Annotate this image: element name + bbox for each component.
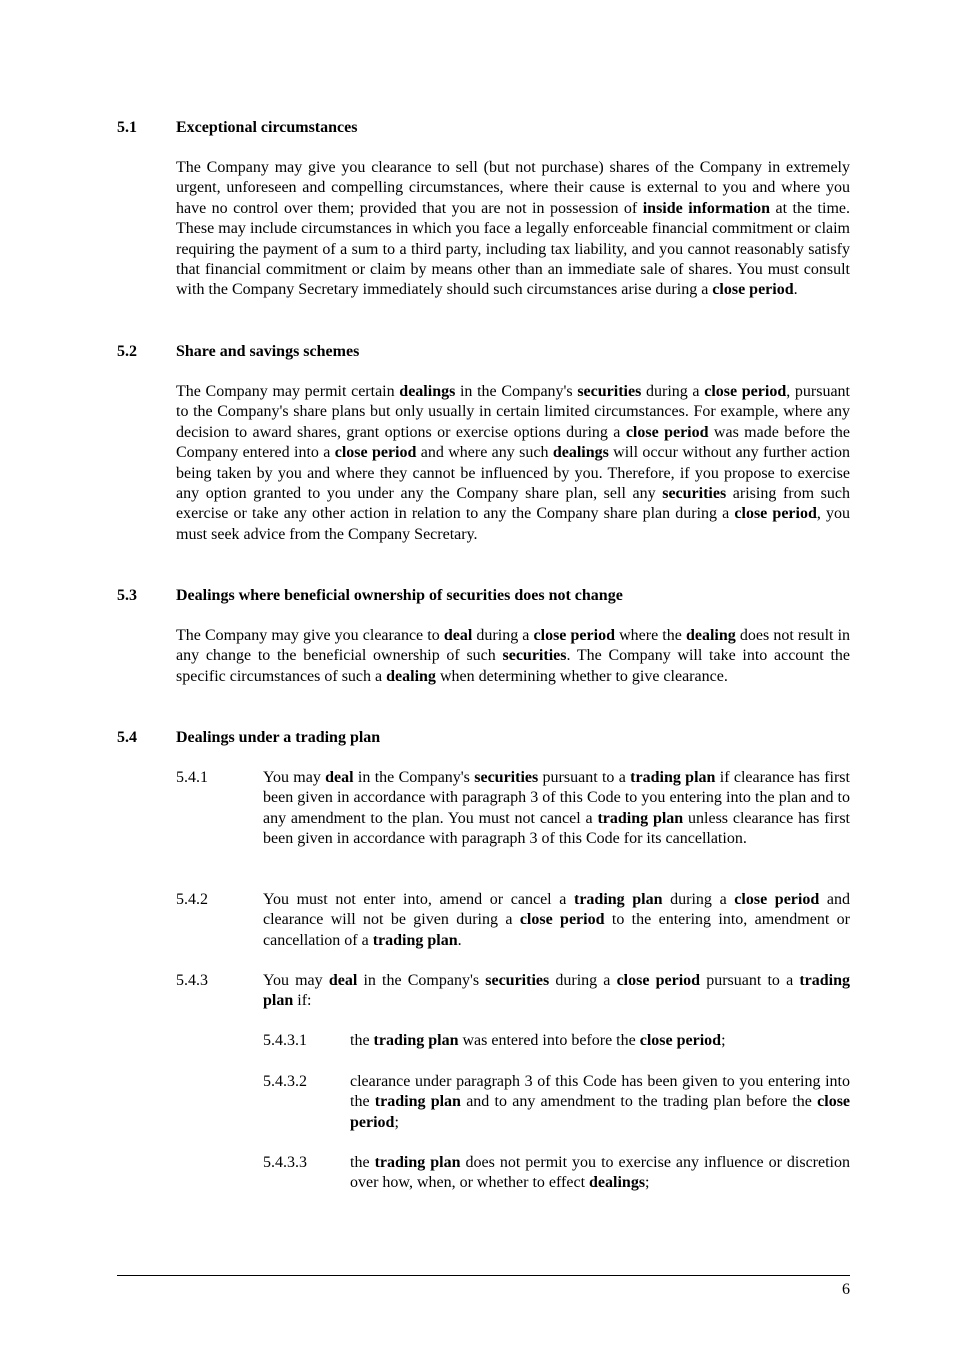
text-run: when determining whether to give clearance. [435,667,728,685]
text-run: You must not enter into, amend or cancel a [263,891,574,908]
defined-term: close period [625,423,709,441]
defined-term: close period [533,627,615,644]
section-heading [117,586,623,606]
text-run: The Company may permit certain [176,383,400,400]
text-run: . [457,931,462,949]
subsection [176,768,850,850]
section-heading [117,728,380,748]
text-run: You may [263,972,329,989]
text-run: ; [721,1032,726,1049]
sub-subsection-number: 5.4.3.2 [263,1073,307,1090]
defined-term: securities [502,647,567,665]
text-run: if clearance has first been given in accordance with paragraph 3 of this Code to you entering into the plan and to any amendment to the plan. You must not cancel a [263,769,850,827]
text-run: and clearance will not be given during a [263,891,850,929]
text-run: in the Company's [353,769,475,786]
defined-term: deal [325,769,354,786]
defined-term: trading plan [372,931,458,949]
text-run: in the Company's [455,383,578,400]
text-run: during a [549,972,617,989]
text-run: to the entering into, amendment or cancellation of a [263,911,850,949]
text-run: and to any amendment to the trading plan before the [460,1093,818,1111]
sub-subsection-body [350,1153,850,1194]
text-run: where the [614,627,686,644]
subsection-body [263,890,850,951]
text-run: the [350,1154,375,1171]
section-title: Dealings where beneficial ownership of securities does not change [176,587,623,604]
text-run: was made before the Company entered into a [176,423,851,462]
text-run: the [350,1032,374,1049]
section-heading [117,118,357,138]
defined-term: dealings [589,1174,646,1192]
subsection [176,890,850,951]
defined-term: securities [662,485,727,503]
text-run: and where any such [416,444,553,462]
subsection-number: 5.4.3 [176,972,208,989]
defined-term: close period [616,972,701,989]
sub-subsection [263,1153,850,1194]
text-run: ; [394,1113,399,1131]
text-run: during a [641,383,705,400]
paragraph [176,382,850,545]
section-heading [117,342,359,362]
section-title: Exceptional circumstances [176,119,358,136]
section-body [176,158,850,301]
defined-term: securities [577,383,642,400]
defined-term: trading plan [630,769,716,786]
defined-term: close period [350,1093,851,1131]
text-run: The Company may give you clearance to [176,627,444,644]
defined-term: deal [328,972,358,989]
text-run: during a [472,627,534,644]
defined-term: close period [519,911,605,929]
section-number: 5.1 [117,119,137,136]
section-title: Dealings under a trading plan [176,729,381,746]
text-run: does not permit you to exercise any influence or discretion over how, when, or whether to effect [350,1154,850,1192]
text-run: unless clearance has first been given in accordance with paragraph 3 of this Code for its cancellation. [263,809,851,848]
paragraph [176,158,850,301]
text-run: at the time. These may include circumstances in which you face a legally enforceable financial commitment or claim requiring the payment of a sum to a third party, including tax liability, and you cannot reasonably satisfy that financial commitment or claim by means other than an immediate sale of shares. You must consult with the Company Secretary immediately should such circumstances arise during a [176,199,850,299]
text-run: if: [293,992,312,1010]
section-body [176,382,850,545]
defined-term: close period [639,1032,722,1049]
sub-subsection-number: 5.4.3.1 [263,1032,307,1049]
section-number: 5.4 [117,729,137,746]
sub-subsection [263,1072,850,1133]
text-run: will occur without any further action being taken by you and where they cannot be influenced by you. Therefore, if you propose to exercise any option granted to you under any the Company share plan, sell any [176,444,850,503]
text-run: was entered into before the [458,1032,640,1049]
subsection-body [263,971,850,1012]
defined-term: inside information [642,199,771,217]
page-number: 6 [842,1281,850,1298]
subsection [176,971,850,1012]
defined-term: dealings [399,383,456,400]
section-number: 5.2 [117,343,137,360]
defined-term: close period [334,444,417,462]
defined-term: close period [704,383,787,400]
section-number: 5.3 [117,587,137,604]
defined-term: deal [443,627,473,644]
footer-divider [117,1275,850,1276]
text-run: during a [662,891,735,908]
defined-term: dealing [685,627,736,644]
text-run: ; [645,1174,650,1192]
text-run: , you must seek advice from the Company Secretary. [176,505,851,543]
defined-term: close period [734,891,820,908]
defined-term: close period [712,281,794,299]
text-run: You may [263,769,326,786]
text-run: does not result in any change to the beneficial ownership of such [176,627,851,665]
defined-term: trading plan [263,972,851,1010]
section-title: Share and savings schemes [176,343,360,360]
text-run: clearance under paragraph 3 of this Code has been given to you entering into the [350,1073,850,1111]
sub-subsection-number: 5.4.3.3 [263,1154,307,1171]
defined-term: securities [474,769,539,786]
subsection-number: 5.4.1 [176,769,208,786]
text-run: pursuant to a [700,972,800,989]
sub-subsection-body [350,1072,850,1133]
text-run: . The Company will take into account the specific circumstances of such a [176,647,851,685]
subsection-body [263,768,850,850]
subsection-number: 5.4.2 [176,891,208,908]
defined-term: trading plan [373,1032,459,1049]
text-run: . [793,281,798,299]
defined-term: trading plan [573,891,663,908]
defined-term: trading plan [374,1093,461,1111]
sub-subsection-body [350,1031,850,1051]
defined-term: securities [485,972,550,989]
text-run: arising from such exercise or take any other action in relation to any the Company share plan during a [176,485,850,523]
defined-term: dealings [552,444,609,462]
sub-subsection [263,1031,850,1051]
defined-term: trading plan [597,809,684,827]
defined-term: dealing [386,667,436,685]
defined-term: close period [734,505,817,523]
text-run: The Company may give you clearance to sell (but not purchase) shares of the Company in extremely urgent, unforeseen and compelling circumstances, where their cause is external to you and where you have no control over them; provided that you are not in possession of [176,159,850,217]
section-body [176,626,850,687]
text-run: pursuant to a [538,769,631,786]
paragraph [176,626,850,687]
defined-term: trading plan [374,1154,461,1171]
text-run: in the Company's [357,972,486,989]
text-run: , pursuant to the Company's share plans but only usually in certain limited circumstances. For example, where any decision to award shares, grant options or exercise options during a [176,383,850,441]
